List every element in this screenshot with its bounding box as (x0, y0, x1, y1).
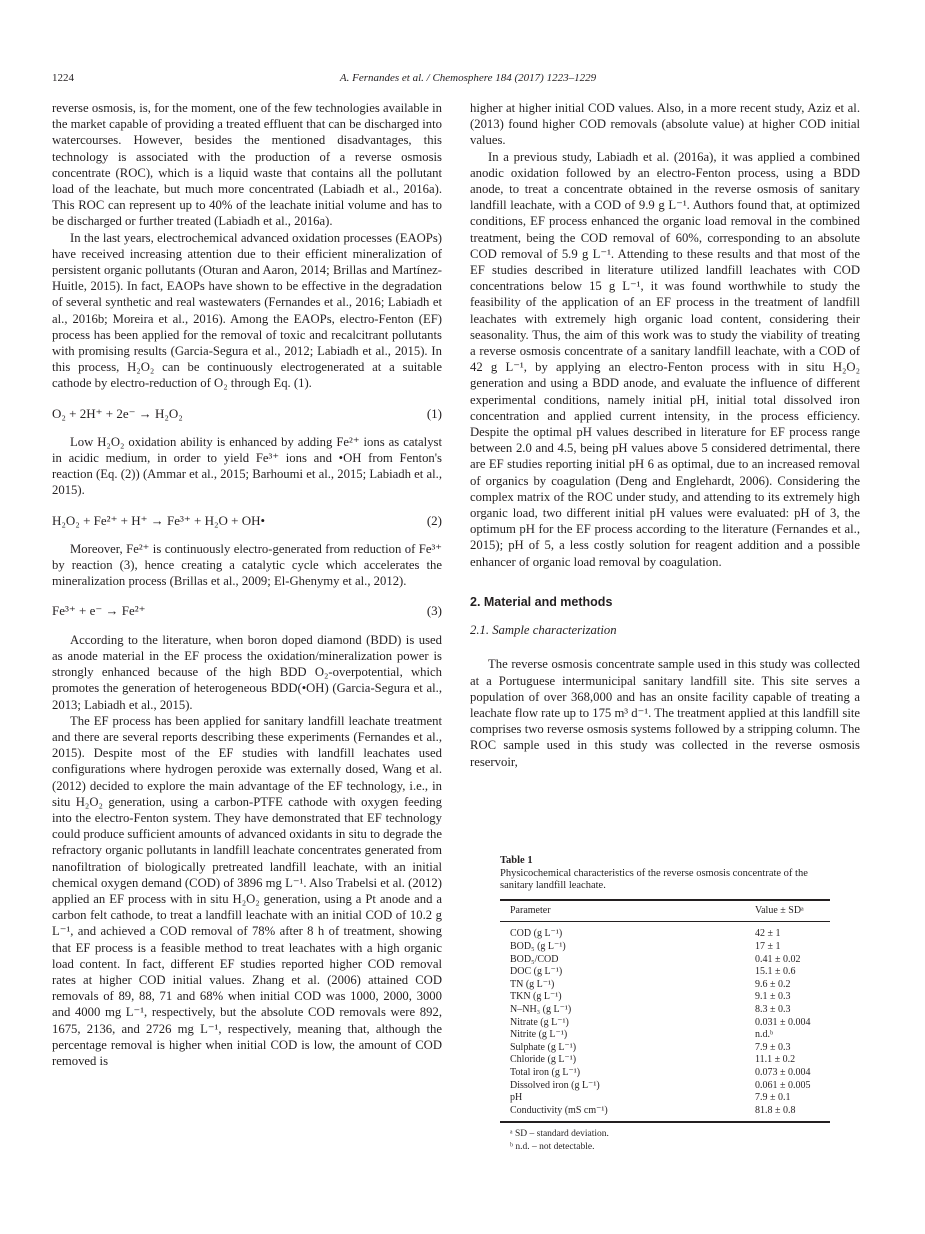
column-header-parameter: Parameter (510, 904, 551, 916)
table-row (500, 922, 830, 941)
paragraph: The EF process has been applied for sanitary landfill leachate treatment and there are several reports describing these experiments (Fernandes et al., 2015). Despite most of the EF studies with landfill leachates used configurations where hydrogen peroxide was externally dosed, Wang et al. (2012) decided to explore the main advantage of the EF technology, i.e., in situ H₂O₂ generation, using a carbon-PTFE cathode with oxygen feeding into the electro-Fenton system. They have demonstrated that EF technology could produce sufficient amounts of advanced oxidants in situ to degrade the refractory organic pollutants in landfill leachate concentrates generated from nanofiltration of biologically pretreated landfill leachate, with an initial chemical oxygen demand (COD) of 3896 mg L⁻¹. Also Trabelsi et al. (2012) applied an EF process with in situ H₂O₂ generation, using a Pt anode and a carbon felt cathode, to treat a landfill leachate with an initial COD of 10.2 g L⁻¹, and achieved a COD removal of 78% after 8 h of treatment, showing that EF process is a feasible method to treat leachates with a high organic load content. In fact, different EF studies reported higher COD removal rates at higher COD initial values. Zhang et al. (2006) attained COD removals of 89, 88, 71 and 68% when initial COD was 1000, 2000, 3000 and 4000 mg L⁻¹, respectively, but the absolute COD removals were 892, 1675, 2136, and 2726 mg L⁻¹, respectively, meaning that, although the percentage removal is higher when initial COD is low, the amount of COD removed is (52, 713, 442, 1068)
table-caption: Physicochemical characteristics of the reverse osmosis concentrate of the sanitary landfill leachate. (500, 867, 808, 892)
cell-value: 8.3 ± 0.3 (755, 1003, 791, 1015)
cell-parameter: Nitrite (g L⁻¹) (510, 1029, 568, 1041)
cell-value: 42 ± 1 (755, 928, 781, 940)
equation-body: O₂ + 2H⁺ + 2e⁻ → H₂O₂ (52, 405, 183, 421)
footnote-a: ᵃ SD – standard deviation. (510, 1129, 609, 1140)
table-row (500, 1080, 830, 1093)
paragraph: Low H₂O₂ oxidation ability is enhanced by adding Fe²⁺ ions as catalyst in acidic medium, in order to yield Fe³⁺ ions and •OH from Fenton's reaction (Eq. (2)) (Ammar et al., 2015; Barhoumi et al., 2015; Labiadh et al., 2015). (52, 434, 442, 498)
cell-value: 7.9 ± 0.1 (755, 1092, 791, 1104)
table-row (500, 954, 830, 967)
left-column (52, 100, 442, 1069)
cell-parameter: TN (g L⁻¹) (510, 978, 555, 990)
table-row (500, 1105, 830, 1123)
cell-parameter: Conductivity (mS cm⁻¹) (510, 1104, 608, 1116)
cell-parameter: Nitrate (g L⁻¹) (510, 1016, 569, 1028)
cell-value: 81.8 ± 0.8 (755, 1104, 796, 1116)
equation-1 (52, 406, 442, 422)
table-row (500, 1029, 830, 1042)
table-row (500, 941, 830, 954)
cell-parameter: Chloride (g L⁻¹) (510, 1054, 577, 1066)
table-footnotes (500, 1128, 830, 1154)
data-table (500, 899, 830, 1124)
table-1 (500, 855, 830, 1154)
equation-number: (3) (426, 603, 442, 619)
table-row (500, 979, 830, 992)
table-label: Table 1 (500, 855, 533, 866)
cell-parameter: N–NH₃ (g L⁻¹) (510, 1003, 572, 1015)
cell-value: 9.6 ± 0.2 (755, 978, 791, 990)
table-row (500, 991, 830, 1004)
paragraph: In a previous study, Labiadh et al. (2016a), it was applied a combined anodic oxidation followed by an electro-Fenton process, using a BDD anode, to treat a concentrate obtained in the reverse osmosis of sanitary landfill leachate, with a COD of 9.9 g L⁻¹. Authors found that, at optimized conditions, EF process enhanced the organic load removal in the combined treatment, being the COD removal of 60%, corresponding to an absolute COD removal of 5.9 g L⁻¹. Attending to these results and that most of the EF studies described in literature utilized landfill leachates with COD concentrations below 15 g L⁻¹, it was found worthwhile to study the feasibility of the application of an EF process in the treatment of landfill leachates with extremely high organic load content, considering their seasonality. Thus, the aim of this work was to study the viability of treating a reverse osmosis concentrate of a sanitary landfill leachate, with a COD of 42 g L⁻¹, by applying an electro-Fenton process with in situ H₂O₂ generation and using a BDD anode, and evaluate the influence of different experimental conditions, namely initial pH, initial total dissolved iron concentration and applied current intensity, in the process efficiency. Despite the optimal pH values described in literature for EF process range between 2.0 and 4.5, being pH values above 5 considered detrimental, there are EF studies reporting initial pH 6 as optimal, due to an increased removal of organics by coagulation (Deng and Englehardt, 2006). Considering the complex matrix of the ROC under study, and attending to its extremely high organic load, two different initial pH values were evaluated: pH of 3, the optimum pH for the EF process according to the literature (Fernandes et al., 2015); pH of 5, a less costly solution for reagent addition and a possible enhancer of organic load removal by coagulation. (470, 149, 860, 569)
equation-number: (1) (426, 405, 442, 421)
paragraph: According to the literature, when boron doped diamond (BDD) is used as anode material in the EF process the oxidation/mineralization power is strongly enhanced because of the high BDD O₂-overpotential, which promotes the generation of heterogeneous BDD(•OH) (Garcia-Segura et al., 2013; Labiadh et al., 2015). (52, 632, 442, 712)
table-row (500, 1017, 830, 1030)
cell-parameter: BOD₅/COD (510, 953, 559, 965)
equation-2 (52, 513, 442, 529)
cell-value: 9.1 ± 0.3 (755, 991, 791, 1003)
table-row (500, 1042, 830, 1055)
cell-value: 11.1 ± 0.2 (755, 1054, 796, 1066)
cell-value: 0.061 ± 0.005 (755, 1079, 811, 1091)
footnote-b: ᵇ n.d. – not detectable. (510, 1142, 595, 1153)
cell-value: 15.1 ± 0.6 (755, 966, 796, 978)
paragraph: In the last years, electrochemical advanced oxidation processes (EAOPs) have received increasing attention due to their efficient mineralization of persistent organic pollutants (Oturan and Aaron, 2014; Brillas and Martínez-Huitle, 2015). In fact, EAOPs have shown to be effective in the degradation of several synthetic and real wastewaters (Fernandes et al., 2016; Labiadh et al., 2016b; Moreira et al., 2016). Among the EAOPs, electro-Fenton (EF) process has been applied for the removal of toxic and recalcitrant pollutants with promising results (Garcia-Segura et al., 2012; Labiadh et al., 2015). In this process, H₂O₂ can be continuously electrogenerated at a suitable cathode by electro-reduction of O₂ through Eq. (1). (52, 230, 442, 391)
table-row (500, 1092, 830, 1105)
table-row (500, 1004, 830, 1017)
cell-parameter: Dissolved iron (g L⁻¹) (510, 1079, 600, 1091)
page-number: 1224 (52, 72, 74, 84)
cell-parameter: DOC (g L⁻¹) (510, 966, 563, 978)
paragraph: Moreover, Fe²⁺ is continuously electro-generated from reduction of Fe³⁺ by reaction (3), hence creating a catalytic cycle which accelerates the mineralization process (Brillas et al., 2009; El-Ghenymy et al., 2012). (52, 541, 442, 589)
cell-value: 7.9 ± 0.3 (755, 1041, 791, 1053)
cell-parameter: TKN (g L⁻¹) (510, 991, 562, 1003)
subsection-title: 2.1. Sample characterization (470, 623, 617, 638)
cell-parameter: Total iron (g L⁻¹) (510, 1066, 581, 1078)
cell-value: 17 ± 1 (755, 940, 781, 952)
right-column (470, 100, 860, 770)
cell-parameter: COD (g L⁻¹) (510, 928, 563, 940)
equation-number: (2) (426, 512, 442, 528)
cell-value: 0.073 ± 0.004 (755, 1066, 811, 1078)
paragraph: reverse osmosis, is, for the moment, one of the few technologies available in the market capable of providing a treated effluent that can be discharged into watercourses. However, besides the mentioned disadvantages, this technology is associated with the production of a reverse osmosis concentrate (ROC), which is a liquid waste that contains all the pollutant load of the leachate, but much more concentrated (Labiadh et al., 2016a). This ROC can represent up to 40% of the leachate initial volume and has to be discharged or further treated (Labiadh et al., 2016a). (52, 101, 442, 229)
cell-parameter: BOD₅ (g L⁻¹) (510, 940, 566, 952)
cell-parameter: Sulphate (g L⁻¹) (510, 1041, 577, 1053)
equation-3 (52, 603, 442, 619)
cell-value: 0.031 ± 0.004 (755, 1016, 811, 1028)
cell-parameter: pH (510, 1092, 523, 1104)
column-header-value: Value ± SDᵃ (755, 904, 804, 916)
table-row (500, 1067, 830, 1080)
cell-value: n.d.ᵇ (755, 1029, 774, 1041)
paragraph: The reverse osmosis concentrate sample used in this study was collected at a Portuguese intermunicipal sanitary landfill site. This site serves a population of over 368,000 and has an onsite facility capable of treating a leachate flow rate up to 175 m³ d⁻¹. The treatment applied at this landfill site comprises two reverse osmosis systems followed by a stripping column. The ROC sample used in this study was collected in the reverse osmosis reservoir, (470, 657, 860, 769)
equation-body: Fe³⁺ + e⁻ → Fe²⁺ (52, 603, 146, 619)
journal-citation: A. Fernandes et al. / Chemosphere 184 (2017) 1223–1229 (339, 72, 597, 84)
cell-value: 0.41 ± 0.02 (755, 953, 801, 965)
paragraph: higher at higher initial COD values. Also, in a more recent study, Aziz et al. (2013) found higher COD removals (absolute value) at higher COD initial values. (470, 101, 860, 148)
table-row (500, 966, 830, 979)
table-row (500, 1054, 830, 1067)
equation-body: H₂O₂ + Fe²⁺ + H⁺ → Fe³⁺ + H₂O + OH• (52, 512, 266, 528)
section-title: 2. Material and methods (470, 594, 613, 609)
